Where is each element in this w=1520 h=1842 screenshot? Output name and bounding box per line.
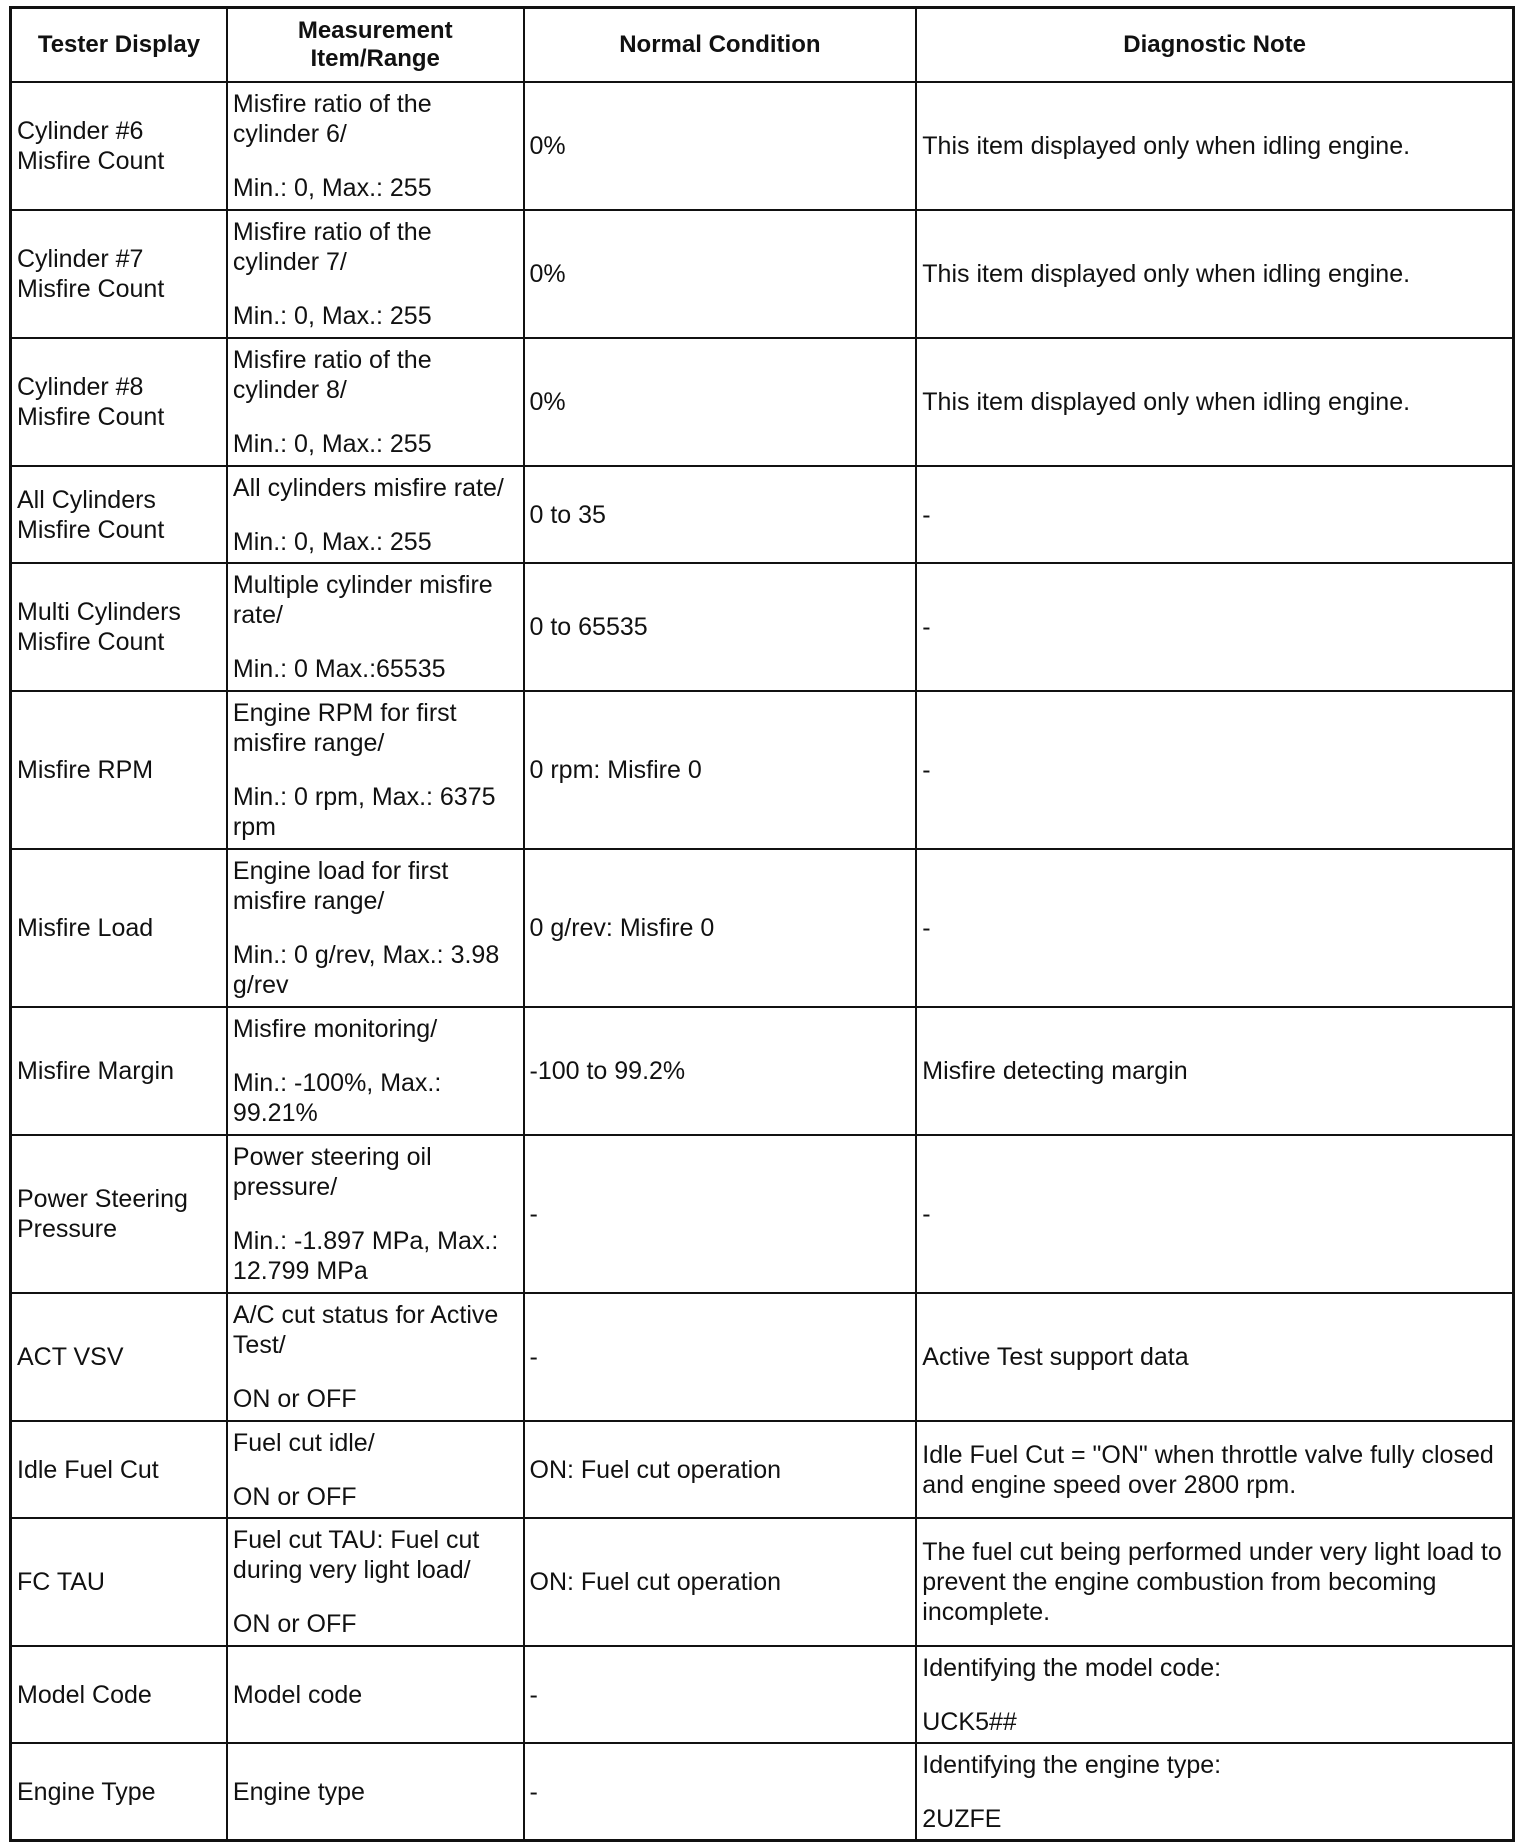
table-row bbox=[11, 210, 1514, 338]
diagnostic-note-text: - bbox=[922, 500, 931, 529]
diagnostic-note-cell bbox=[916, 1743, 1513, 1841]
diagnostic-note-text: This item displayed only when idling engine. bbox=[922, 260, 1411, 288]
measurement-range: ON or OFF bbox=[232, 1482, 357, 1511]
tester-display-cell: Cylinder #8 Misfire Count bbox=[11, 338, 227, 466]
diagnostic-note-text: Misfire detecting margin bbox=[922, 1057, 1188, 1085]
table-row bbox=[11, 1518, 1514, 1646]
measurement-item: Engine type bbox=[232, 1777, 365, 1806]
diagnostic-note-text: This item displayed only when idling engine. bbox=[922, 388, 1411, 416]
diagnostic-note-text: This item displayed only when idling engine. bbox=[922, 132, 1411, 160]
measurement-cell bbox=[227, 1293, 524, 1421]
measurement-range: Min.: -1.897 MPa, Max.: 12.799 MPa bbox=[232, 1227, 499, 1285]
diagnostic-note-text: Idle Fuel Cut = "ON" when throttle valve fully closed and engine speed over 2800 rpm. bbox=[922, 1440, 1494, 1499]
diagnostic-note-cell bbox=[916, 563, 1513, 691]
diagnostic-note-text: Active Test support data bbox=[922, 1343, 1189, 1371]
measurement-item: Model code bbox=[232, 1680, 363, 1709]
tester-display-cell: Misfire Margin bbox=[11, 1007, 227, 1135]
tester-display-cell: FC TAU bbox=[11, 1518, 227, 1646]
measurement-cell bbox=[227, 1007, 524, 1135]
table-row bbox=[11, 1421, 1514, 1518]
table-row bbox=[11, 1743, 1514, 1841]
diagnostic-note-cell bbox=[916, 338, 1513, 466]
measurement-cell bbox=[227, 210, 524, 338]
diagnostic-note-value: UCK5## bbox=[922, 1707, 1017, 1736]
normal-condition-cell: - bbox=[524, 1293, 917, 1421]
diagnostic-note-text: The fuel cut being performed under very light load to prevent the engine combustion from becoming incomplete. bbox=[922, 1538, 1502, 1626]
normal-condition-cell: 0% bbox=[524, 338, 917, 466]
tester-display-cell: Cylinder #6 Misfire Count bbox=[11, 82, 227, 210]
diagnostic-note-cell bbox=[916, 849, 1513, 1007]
measurement-range: ON or OFF bbox=[232, 1385, 357, 1413]
table-row bbox=[11, 563, 1514, 691]
header-normal-condition: Normal Condition bbox=[524, 8, 917, 83]
measurement-cell bbox=[227, 466, 524, 563]
measurement-range: Min.: 0, Max.: 255 bbox=[232, 430, 432, 458]
diagnostic-note-cell bbox=[916, 210, 1513, 338]
table-row bbox=[11, 1293, 1514, 1421]
measurement-cell bbox=[227, 691, 524, 849]
table-row bbox=[11, 849, 1514, 1007]
measurement-cell bbox=[227, 1518, 524, 1646]
header-tester-display: Tester Display bbox=[11, 8, 227, 83]
table-row bbox=[11, 338, 1514, 466]
diagnostic-note-cell bbox=[916, 1646, 1513, 1743]
normal-condition-cell: -100 to 99.2% bbox=[524, 1007, 917, 1135]
tester-display-cell: Engine Type bbox=[11, 1743, 227, 1841]
measurement-item: Fuel cut idle/ bbox=[232, 1428, 375, 1457]
diagnostic-note-text: - bbox=[922, 914, 931, 942]
measurement-item: Misfire ratio of the cylinder 6/ bbox=[232, 90, 432, 148]
normal-condition-cell: 0 to 35 bbox=[524, 466, 917, 563]
tester-display-cell: Cylinder #7 Misfire Count bbox=[11, 210, 227, 338]
normal-condition-cell: 0% bbox=[524, 82, 917, 210]
header-measurement-line2: Item/Range bbox=[310, 45, 440, 72]
measurement-cell bbox=[227, 1743, 524, 1841]
measurement-cell bbox=[227, 1421, 524, 1518]
measurement-cell bbox=[227, 849, 524, 1007]
measurement-item: A/C cut status for Active Test/ bbox=[232, 1301, 499, 1359]
normal-condition-cell: ON: Fuel cut operation bbox=[524, 1421, 917, 1518]
table-row bbox=[11, 1007, 1514, 1135]
measurement-item: Power steering oil pressure/ bbox=[232, 1143, 432, 1201]
measurement-cell bbox=[227, 1135, 524, 1293]
diagnostic-note-cell bbox=[916, 1421, 1513, 1518]
normal-condition-cell: 0% bbox=[524, 210, 917, 338]
normal-condition-cell: 0 g/rev: Misfire 0 bbox=[524, 849, 917, 1007]
measurement-cell bbox=[227, 338, 524, 466]
diagnostic-note-cell bbox=[916, 466, 1513, 563]
diagnostic-note-cell bbox=[916, 1293, 1513, 1421]
tester-display-cell: Misfire Load bbox=[11, 849, 227, 1007]
diagnostic-note-text: Identifying the model code: bbox=[922, 1653, 1222, 1682]
table-row bbox=[11, 466, 1514, 563]
header-measurement-item bbox=[227, 8, 524, 83]
measurement-cell bbox=[227, 82, 524, 210]
header-diagnostic-note: Diagnostic Note bbox=[916, 8, 1513, 83]
tester-display-cell: Idle Fuel Cut bbox=[11, 1421, 227, 1518]
diagnostic-note-cell bbox=[916, 1135, 1513, 1293]
measurement-range: Min.: 0, Max.: 255 bbox=[232, 527, 432, 556]
diagnostic-note-text: - bbox=[922, 756, 931, 784]
header-row bbox=[11, 8, 1514, 83]
diagnostic-data-table bbox=[9, 6, 1515, 1842]
tester-display-cell: Misfire RPM bbox=[11, 691, 227, 849]
measurement-range: Min.: 0 g/rev, Max.: 3.98 g/rev bbox=[232, 941, 500, 999]
measurement-cell bbox=[227, 1646, 524, 1743]
measurement-item: Misfire ratio of the cylinder 7/ bbox=[232, 218, 432, 276]
tester-display-cell: ACT VSV bbox=[11, 1293, 227, 1421]
measurement-range: Min.: 0 Max.:65535 bbox=[232, 655, 446, 683]
normal-condition-cell: - bbox=[524, 1135, 917, 1293]
measurement-item: Misfire monitoring/ bbox=[232, 1015, 438, 1043]
diagnostic-note-text: - bbox=[922, 613, 931, 641]
diagnostic-note-cell bbox=[916, 1518, 1513, 1646]
diagnostic-note-value: 2UZFE bbox=[922, 1804, 1002, 1833]
measurement-item: All cylinders misfire rate/ bbox=[232, 473, 504, 502]
tester-display-cell: All Cylinders Misfire Count bbox=[11, 466, 227, 563]
diagnostic-note-text: Identifying the engine type: bbox=[922, 1750, 1222, 1779]
table-row bbox=[11, 1646, 1514, 1743]
measurement-range: ON or OFF bbox=[232, 1610, 357, 1638]
diagnostic-note-cell bbox=[916, 82, 1513, 210]
normal-condition-cell: 0 rpm: Misfire 0 bbox=[524, 691, 917, 849]
measurement-cell bbox=[227, 563, 524, 691]
diagnostic-note-text: - bbox=[922, 1200, 931, 1228]
measurement-range: Min.: -100%, Max.: 99.21% bbox=[232, 1069, 442, 1127]
measurement-range: Min.: 0, Max.: 255 bbox=[232, 174, 432, 202]
measurement-item: Multiple cylinder misfire rate/ bbox=[232, 571, 493, 629]
measurement-item: Engine RPM for first misfire range/ bbox=[232, 699, 457, 757]
table-row bbox=[11, 82, 1514, 210]
measurement-item: Misfire ratio of the cylinder 8/ bbox=[232, 346, 432, 404]
measurement-item: Fuel cut TAU: Fuel cut during very light load/ bbox=[232, 1526, 480, 1584]
tester-display-cell: Model Code bbox=[11, 1646, 227, 1743]
normal-condition-cell: 0 to 65535 bbox=[524, 563, 917, 691]
measurement-item: Engine load for first misfire range/ bbox=[232, 857, 449, 915]
measurement-range: Min.: 0, Max.: 255 bbox=[232, 302, 432, 330]
normal-condition-cell: - bbox=[524, 1646, 917, 1743]
measurement-range: Min.: 0 rpm, Max.: 6375 rpm bbox=[232, 783, 496, 841]
tester-display-cell: Multi Cylinders Misfire Count bbox=[11, 563, 227, 691]
tester-display-cell: Power Steering Pressure bbox=[11, 1135, 227, 1293]
header-measurement-line1: Measurement bbox=[297, 17, 453, 44]
normal-condition-cell: ON: Fuel cut operation bbox=[524, 1518, 917, 1646]
diagnostic-note-cell bbox=[916, 1007, 1513, 1135]
table-row bbox=[11, 1135, 1514, 1293]
normal-condition-cell: - bbox=[524, 1743, 917, 1841]
table-row bbox=[11, 691, 1514, 849]
diagnostic-note-cell bbox=[916, 691, 1513, 849]
